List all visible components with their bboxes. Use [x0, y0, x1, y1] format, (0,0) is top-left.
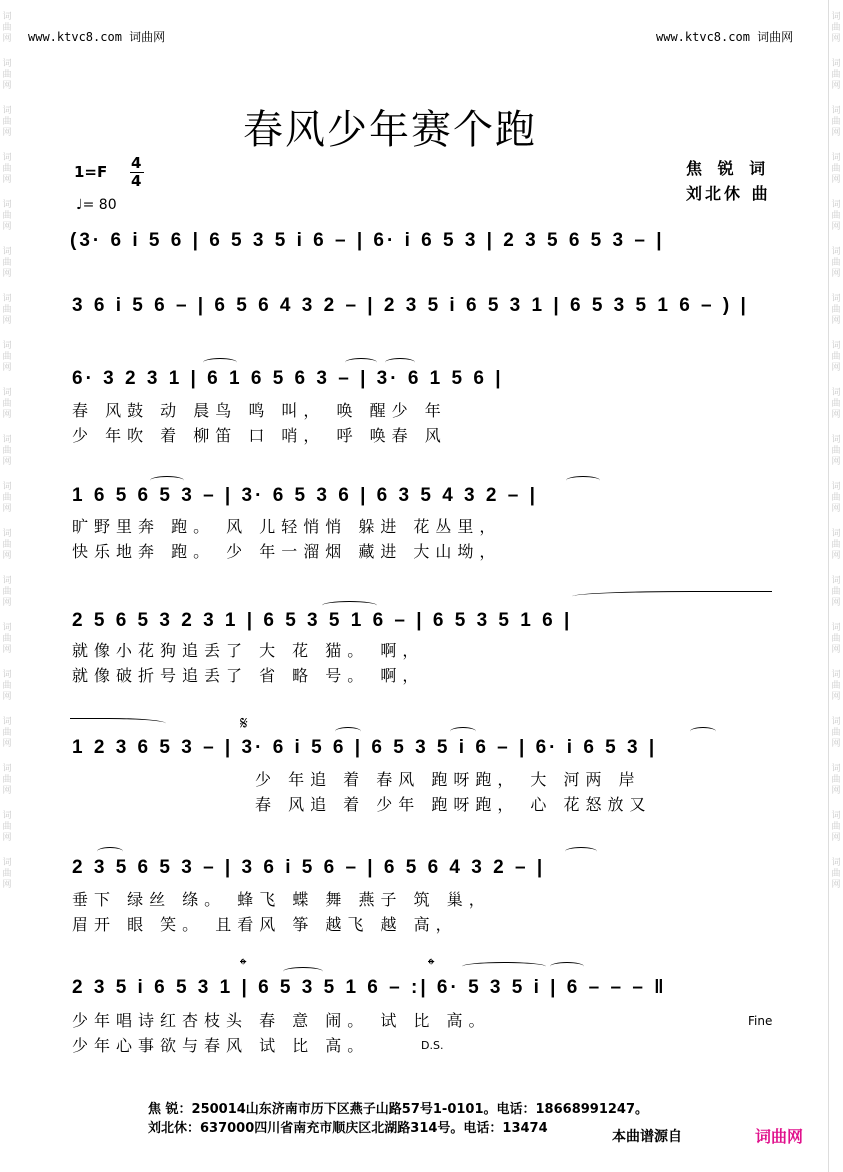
- site-logo: 词曲网: [755, 1127, 804, 1146]
- watermark-mark: 词 曲 网: [2, 294, 12, 326]
- ds-marking: D.S.: [421, 1039, 444, 1052]
- watermark-mark: 词 曲 网: [831, 12, 841, 44]
- watermark-mark: 词 曲 网: [831, 482, 841, 514]
- slur: [565, 847, 597, 856]
- lyricist-credit: 焦 锐 词: [686, 159, 771, 178]
- watermark-mark: 词 曲 网: [2, 529, 12, 561]
- watermark-mark: 词 曲 网: [831, 529, 841, 561]
- watermark-mark: 词 曲 网: [831, 247, 841, 279]
- notation-row-8: 2 3 5 i 6 5 3 1 | 6 5 3 5 1 6 – :| 6· 5 3 5 i | 6 – – – ‖: [72, 977, 667, 998]
- watermark-mark: 词 曲 网: [2, 59, 12, 91]
- watermark-mark: 词 曲 网: [2, 623, 12, 655]
- watermark-mark: 词 曲 网: [831, 717, 841, 749]
- lyric-row-5-verse-1: 就像小花狗追丢了 大 花 猫。 啊，: [72, 641, 425, 660]
- notation-row-1: (3· 6 i 5 6 | 6 5 3 5 i 6 – | 6· i 6 5 3 | 2 3 5 6 5 3 – |: [70, 230, 665, 251]
- lyric-row-3-verse-2: 少 年吹 着 柳笛 口 哨， 呼 唤春 风: [72, 426, 447, 445]
- watermark-mark: 词 曲 网: [831, 200, 841, 232]
- lyric-row-4-verse-2: 快乐地奔 跑。 少 年一溜烟 藏进 大山坳，: [72, 542, 502, 561]
- watermark-mark: 词 曲 网: [2, 388, 12, 420]
- watermark-mark: 词 曲 网: [831, 764, 841, 796]
- site-url-right: www.ktvc8.com 词曲网: [656, 30, 794, 44]
- watermark-mark: 词 曲 网: [2, 341, 12, 373]
- lyricist-address: 焦 锐：250014山东济南市历下区燕子山路57号1-0101。电话：18668991247。: [148, 1102, 649, 1117]
- source-note: 本曲谱源自: [610, 1126, 682, 1146]
- lyric-row-6-verse-2: 春 风追 着 少年 跑呀跑， 心 花怒放又: [255, 795, 652, 814]
- watermark-mark: 词 曲 网: [2, 12, 12, 44]
- slur: [203, 358, 237, 367]
- slur: [385, 358, 415, 367]
- slur: [450, 727, 476, 736]
- watermark-mark: 词 曲 网: [2, 106, 12, 138]
- lyric-row-5-verse-2: 就像破折号追丢了 省 略 号。 啊，: [72, 666, 425, 685]
- composer-credit: 刘北休 曲: [686, 184, 771, 203]
- lyric-row-8-verse-1: 少年唱诗红杏枝头 春 意 闹。 试 比 高。: [72, 1011, 491, 1030]
- watermark-mark: 词 曲 网: [2, 858, 12, 890]
- slur: [150, 476, 184, 485]
- watermark-mark: 词 曲 网: [2, 764, 12, 796]
- lyric-row-7-verse-1: 垂下 绿丝 绦。 蜂飞 蝶 舞 燕子 筑 巢，: [72, 890, 491, 909]
- watermark-mark: 词 曲 网: [2, 482, 12, 514]
- lyric-row-7-verse-2: 眉开 眼 笑。 且看风 筝 越飞 越 高，: [72, 915, 458, 934]
- watermark-mark: 词 曲 网: [2, 153, 12, 185]
- lyric-row-3-verse-1: 春 风鼓 动 晨鸟 鸣 叫， 唤 醒少 年: [72, 401, 447, 420]
- tie-over-barline: [572, 591, 772, 600]
- watermark-mark: 词 曲 网: [2, 576, 12, 608]
- notation-row-2: 3 6 i 5 6 – | 6 5 6 4 3 2 – | 2 3 5 i 6 5 3 1 | 6 5 3 5 1 6 – ) |: [72, 295, 749, 316]
- watermark-mark: 词 曲 网: [831, 388, 841, 420]
- notation-row-4: 1 6 5 6 5 3 – | 3· 6 5 3 6 | 6 3 5 4 3 2 – |: [72, 485, 538, 506]
- slur: [322, 601, 377, 610]
- coda-sign-1: 𝄌: [240, 955, 247, 976]
- watermark-mark: 词 曲 网: [831, 435, 841, 467]
- composer-address: 刘北休：637000四川省南充市顺庆区北湖路314号。电话：13474: [148, 1121, 548, 1136]
- lyric-row-6-verse-1: 少 年追 着 春风 跑呀跑， 大 河两 岸: [255, 770, 641, 789]
- slur: [462, 962, 546, 971]
- watermark-mark: 词 曲 网: [831, 153, 841, 185]
- time-signature-bottom: 4: [131, 172, 142, 190]
- slur: [335, 727, 361, 736]
- notation-row-6: 1 2 3 6 5 3 – | 3· 6 i 5 6 | 6 5 3 5 i 6 – | 6· i 6 5 3 |: [72, 737, 658, 758]
- watermark-mark: 词 曲 网: [831, 623, 841, 655]
- site-url-left: www.ktvc8.com 词曲网: [28, 30, 166, 44]
- watermark-mark: 词 曲 网: [831, 670, 841, 702]
- watermark-mark: 词 曲 网: [831, 341, 841, 373]
- watermark-mark: 词 曲 网: [2, 247, 12, 279]
- fine-marking: Fine: [748, 1014, 773, 1028]
- notation-row-7: 2 3 5 6 5 3 – | 3 6 i 5 6 – | 6 5 6 4 3 2 – |: [72, 857, 546, 878]
- watermark-mark: 词 曲 网: [2, 811, 12, 843]
- watermark-mark: 词 曲 网: [831, 858, 841, 890]
- watermark-mark: 词 曲 网: [831, 811, 841, 843]
- tie-continuation: [70, 718, 166, 727]
- lyric-row-4-verse-1: 旷野里奔 跑。 风 儿轻悄悄 躲进 花丛里，: [72, 517, 502, 536]
- watermark-mark: 词 曲 网: [831, 106, 841, 138]
- tempo-marking: ♩= 80: [76, 197, 117, 213]
- watermark-mark: 词 曲 网: [2, 200, 12, 232]
- slur: [566, 476, 600, 485]
- watermark-mark: 词 曲 网: [831, 576, 841, 608]
- song-title: 春风少年赛个跑: [243, 107, 537, 153]
- slur: [345, 358, 377, 367]
- lyric-row-8-verse-2: 少年心事欲与春风 试 比 高。: [72, 1036, 370, 1055]
- coda-sign-2: 𝄌: [428, 955, 435, 976]
- slur: [550, 962, 584, 971]
- watermark-mark: 词 曲 网: [2, 670, 12, 702]
- watermark-mark: 词 曲 网: [2, 717, 12, 749]
- notation-row-3: 6· 3 2 3 1 | 6 1 6 5 6 3 – | 3· 6 1 5 6 |: [72, 368, 504, 389]
- slur: [283, 967, 323, 976]
- watermark-mark: 词 曲 网: [831, 59, 841, 91]
- right-watermark-strip: [828, 0, 843, 1172]
- slur: [690, 727, 716, 736]
- slur: [97, 847, 123, 856]
- notation-row-5: 2 5 6 5 3 2 3 1 | 6 5 3 5 1 6 – | 6 5 3 5 1 6 |: [72, 610, 573, 631]
- left-watermark-strip: [0, 0, 14, 1172]
- watermark-mark: 词 曲 网: [2, 435, 12, 467]
- key-signature: 1=F: [74, 163, 108, 181]
- watermark-mark: 词 曲 网: [831, 294, 841, 326]
- segno-sign: 𝄋: [240, 713, 248, 734]
- time-signature-top: 4: [131, 154, 142, 172]
